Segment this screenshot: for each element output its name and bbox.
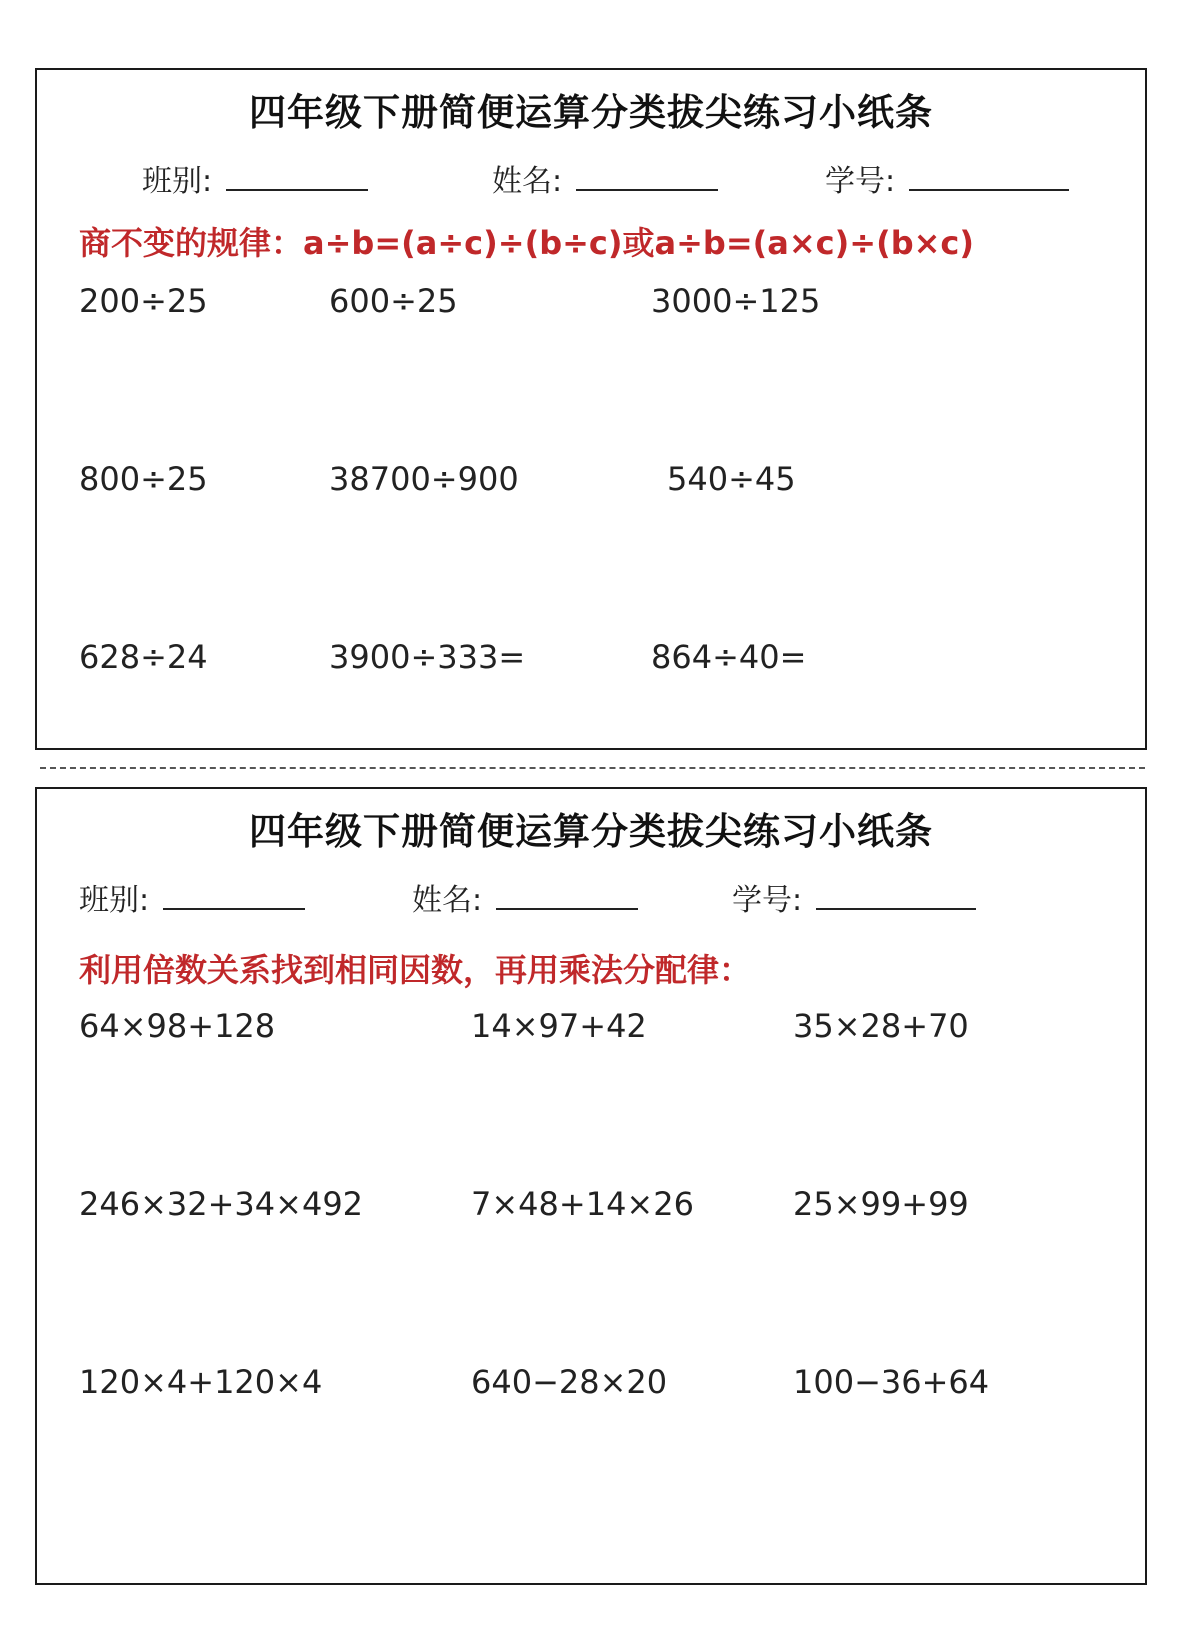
name-field <box>492 156 718 200</box>
problem-item: 640−28×20 <box>471 1363 668 1401</box>
problem-item: 3900÷333= <box>329 638 526 676</box>
class-label: 班别: <box>79 883 150 918</box>
name-blank[interactable] <box>576 161 718 191</box>
class-field <box>142 156 368 200</box>
worksheet-top <box>35 68 1147 750</box>
student-number-blank[interactable] <box>909 161 1069 191</box>
class-blank[interactable] <box>163 880 305 910</box>
student-number-label: 学号: <box>732 883 803 918</box>
problem-item: 7×48+14×26 <box>471 1185 694 1223</box>
problem-item: 600÷25 <box>329 282 458 320</box>
problem-item: 120×4+120×4 <box>79 1363 323 1401</box>
problem-item: 800÷25 <box>79 460 208 498</box>
name-label: 姓名: <box>492 164 563 199</box>
problem-item: 35×28+70 <box>793 1007 969 1045</box>
problem-item: 64×98+128 <box>79 1007 276 1045</box>
problem-item: 14×97+42 <box>471 1007 647 1045</box>
name-label: 姓名: <box>412 883 483 918</box>
problem-item: 38700÷900 <box>329 460 519 498</box>
rule-text: 利用倍数关系找到相同因数，再用乘法分配律： <box>79 951 752 989</box>
rule-text: 商不变的规律：a÷b=(a÷c)÷(b÷c)或a÷b=(a×c)÷(b×c) <box>79 224 975 262</box>
student-number-blank[interactable] <box>816 880 976 910</box>
student-number-field <box>825 156 1069 200</box>
problem-item: 200÷25 <box>79 282 208 320</box>
worksheet-title: 四年级下册简便运算分类拔尖练习小纸条 <box>249 810 933 853</box>
problem-item: 628÷24 <box>79 638 208 676</box>
class-blank[interactable] <box>226 161 368 191</box>
class-label: 班别: <box>142 164 213 199</box>
name-field <box>412 875 638 919</box>
student-number-field <box>732 875 976 919</box>
problem-item: 100−36+64 <box>793 1363 990 1401</box>
problem-item: 864÷40= <box>651 638 807 676</box>
problem-item: 3000÷125 <box>651 282 821 320</box>
worksheet-bottom <box>35 787 1147 1585</box>
student-number-label: 学号: <box>825 164 896 199</box>
problem-item: 246×32+34×492 <box>79 1185 364 1223</box>
problem-item: 25×99+99 <box>793 1185 969 1223</box>
worksheet-title: 四年级下册简便运算分类拔尖练习小纸条 <box>249 91 933 134</box>
class-field <box>79 875 305 919</box>
name-blank[interactable] <box>496 880 638 910</box>
problem-item: 540÷45 <box>667 460 796 498</box>
cut-line <box>40 767 1145 769</box>
